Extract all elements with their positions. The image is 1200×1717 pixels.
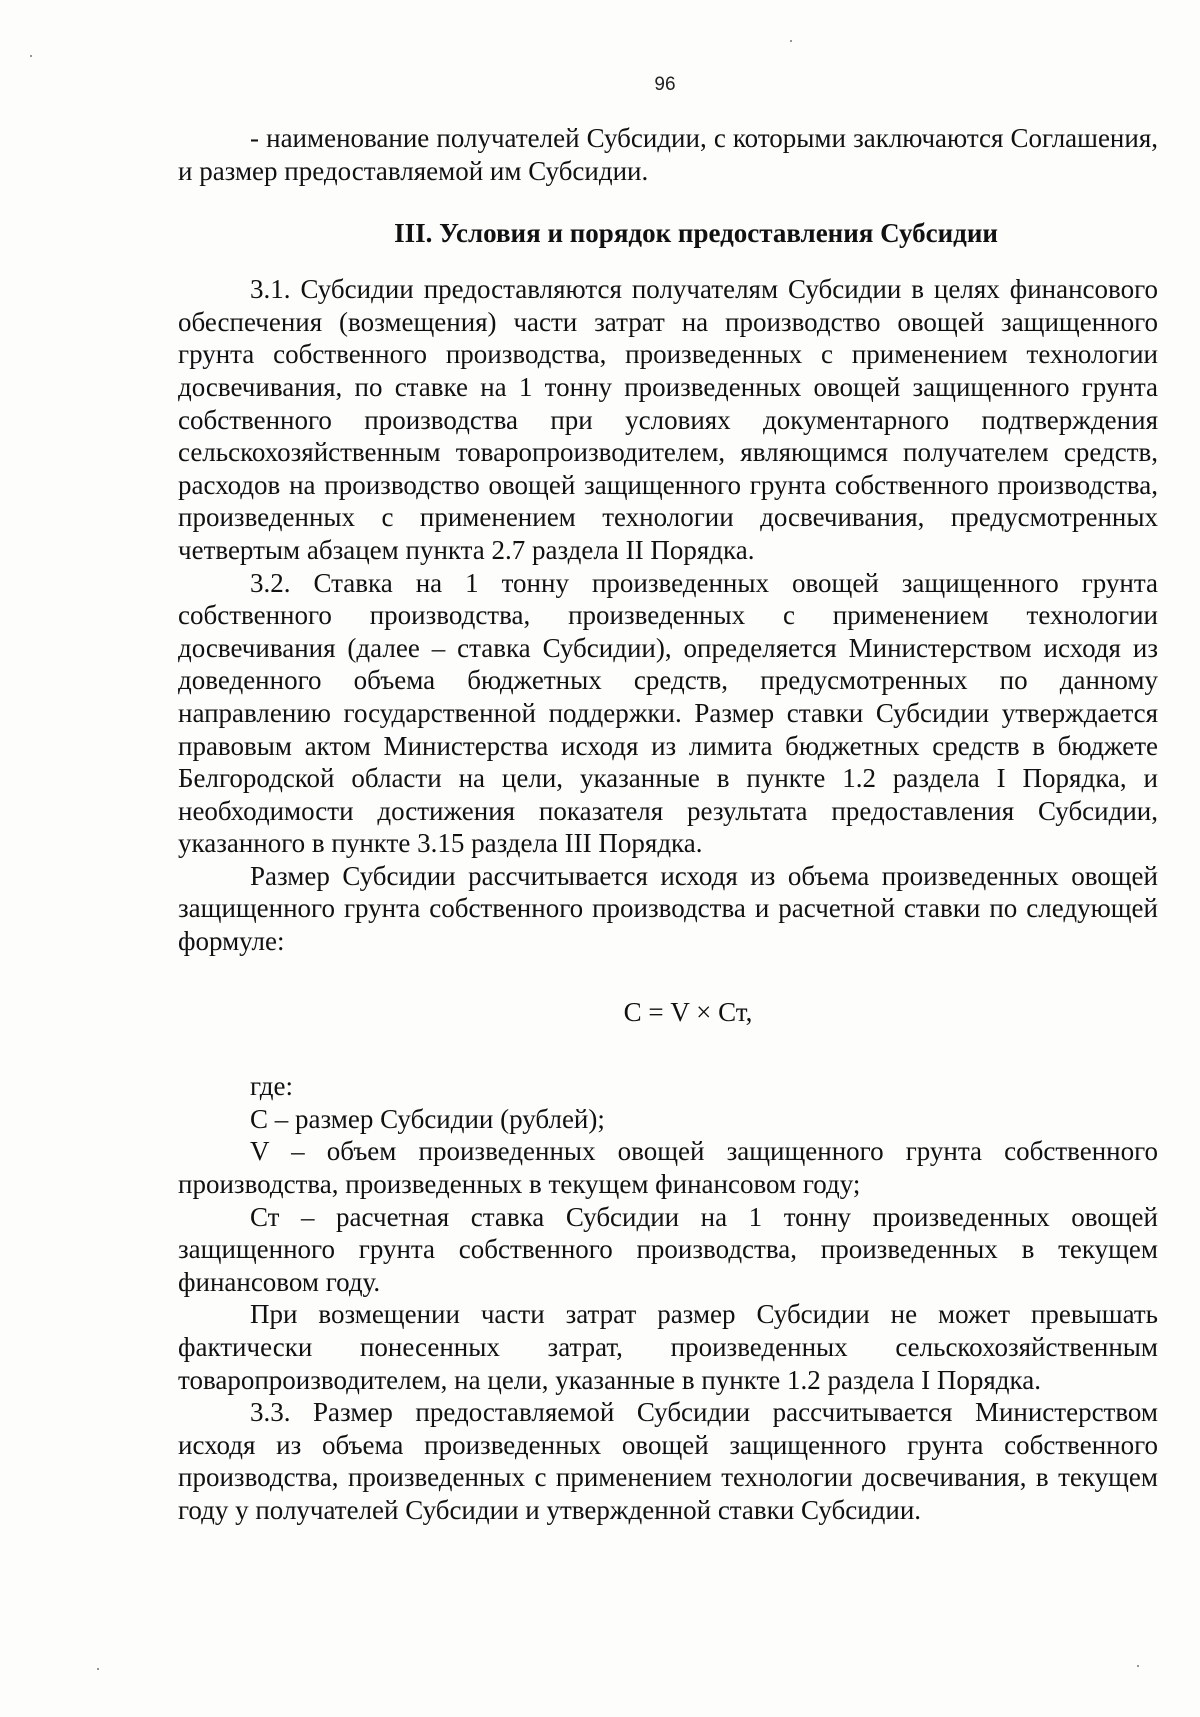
scan-speck: [790, 40, 792, 42]
definition-v: V – объем произведенных овощей защищенного грунта собственного производства, произведенных в текущем финансовом году;: [178, 1136, 1158, 1200]
clause-3-1: 3.1. Субсидии предоставляются получателям Субсидии в целях финансового обеспечения (возмещения) части затрат на производство овощей защищенного грунта собственного производства, произведенных с применением технологии досвечивания, по ставке на 1 тонну произведенных овощей защищенного грунта собственного производства при условиях документарного подтверждения сельскохозяйственным товаропроизводителем, являющимся получателем средств, расходов на производство овощей защищенного грунта собственного производства, произведенных с применением технологии досвечивания, предусмотренных четвертым абзацем пункта 2.7 раздела II Порядка.: [178, 274, 1158, 565]
clause-3-3: 3.3. Размер предоставляемой Субсидии рассчитывается Министерством исходя из объема произведенных овощей защищенного грунта собственного производства, произведенных с применением технологии досвечивания, в текущем году у получателей Субсидии и утвержденной ставки Субсидии.: [178, 1397, 1158, 1525]
page-number: 96: [654, 74, 676, 95]
scan-speck: [1137, 1665, 1139, 1667]
recipients-paragraph: - наименование получателей Субсидии, с которыми заключаются Соглашения, и размер предоставляемой им Субсидии.: [178, 123, 1158, 186]
calculation-intro: Размер Субсидии рассчитывается исходя из объема произведенных овощей защищенного грунта собственного производства и расчетной ставки по следующей формуле:: [178, 860, 1158, 957]
scan-speck: [97, 1668, 99, 1670]
subsidy-formula: С = V × Ст,: [623, 996, 753, 1027]
definition-ct: Ст – расчетная ставка Субсидии на 1 тонну произведенных овощей защищенного грунта собственного производства, произведенных в текущем финансовом году.: [178, 1201, 1158, 1297]
section-heading: III. Условия и порядок предоставления Субсидии: [394, 218, 998, 249]
cost-limit-paragraph: При возмещении части затрат размер Субсидии не может превышать фактически понесенных затрат, произведенных сельскохозяйственным товаропроизводителем, на цели, указанные в пункте 1.2 раздела I Порядка.: [178, 1299, 1158, 1395]
scan-speck: [30, 55, 32, 57]
document-body: [178, 122, 1158, 1527]
where-label: где:: [250, 1071, 293, 1102]
definition-c: С – размер Субсидии (рублей);: [250, 1103, 605, 1134]
clause-3-2: 3.2. Ставка на 1 тонну произведенных овощей защищенного грунта собственного производства, произведенных с применением технологии досвечивания (далее – ставка Субсидии), определяется Министерством исходя из доведенного объема бюджетных средств, предусмотренных по данному направлению государственной поддержки. Размер ставки Субсидии утверждается правовым актом Министерства исходя из лимита бюджетных средств в бюджете Белгородской области на цели, указанные в пункте 1.2 раздела I Порядка, и необходимости достижения показателя результата предоставления Субсидии, указанного в пункте 3.15 раздела III Порядка.: [178, 567, 1158, 859]
